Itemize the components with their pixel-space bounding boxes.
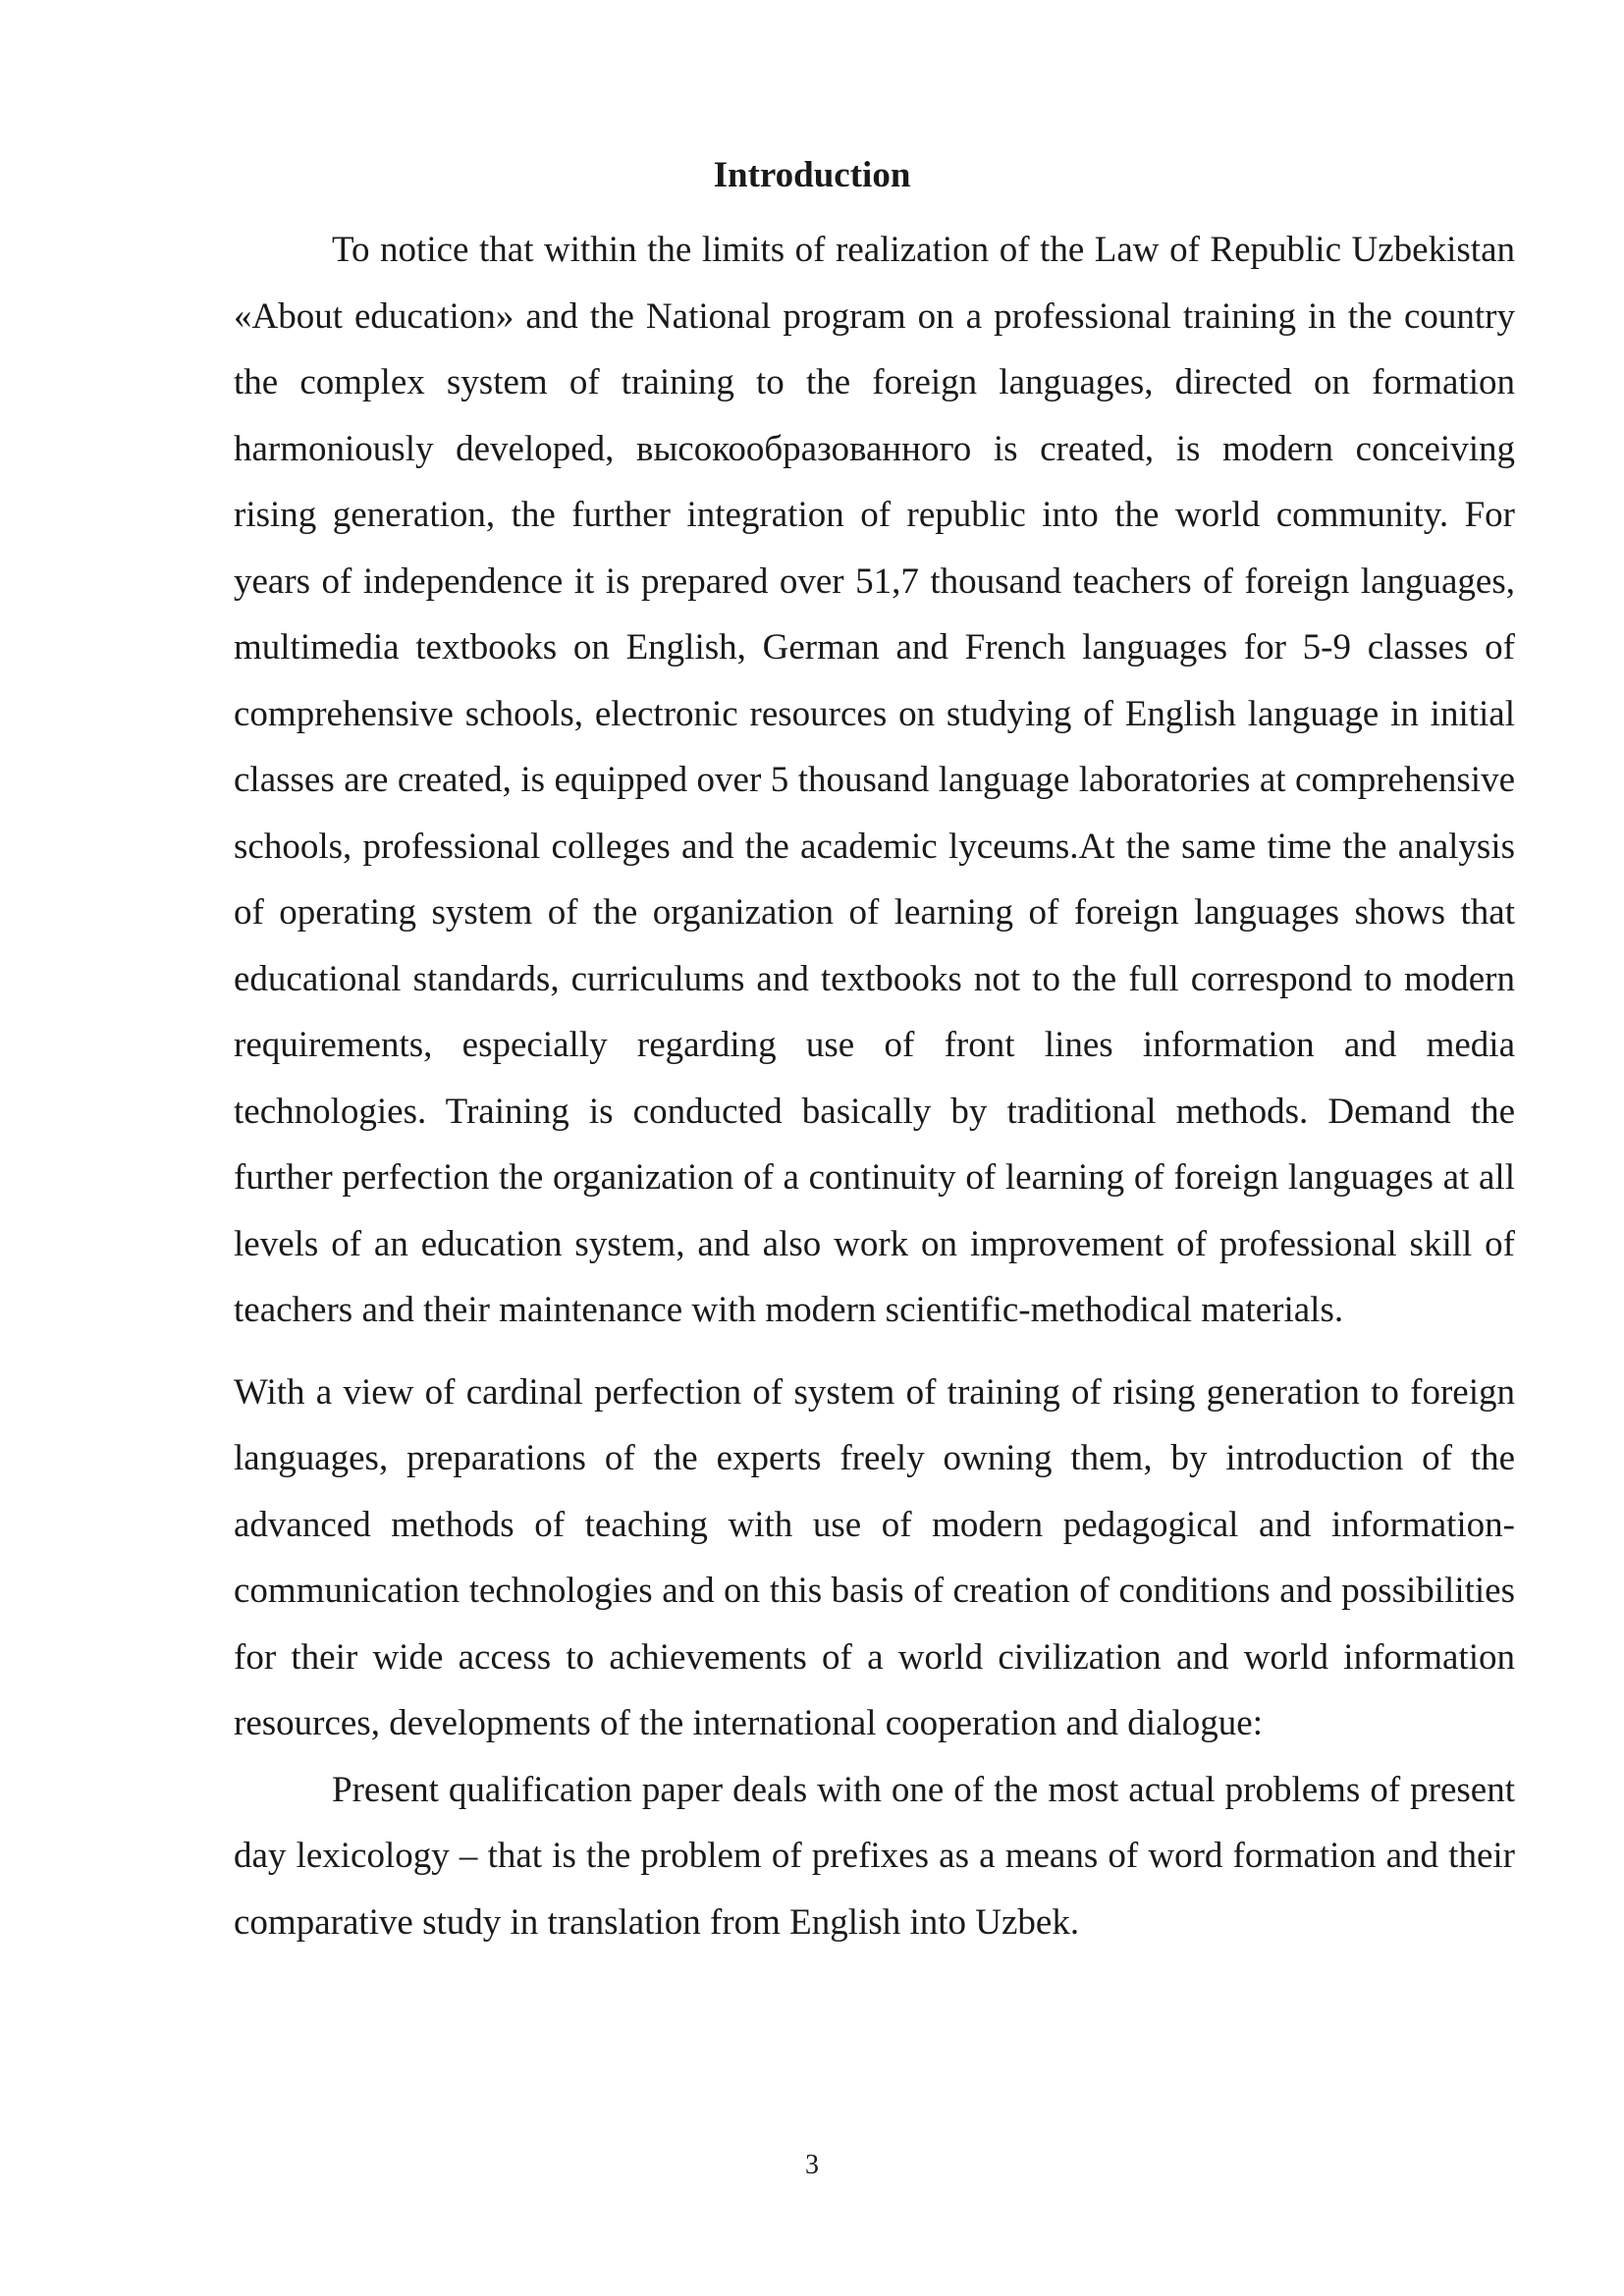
paragraph-2: With a view of cardinal perfection of system of training of rising generation to foreign languages, preparations of the experts freely owning them, by introduction of the advanced methods of teaching with use of modern pedagogical and information-communication technologies and on this basis of creation of conditions and possibilities for their wide access to achievements of a world civilization and world information resources, developments of the international cooperation and dialogue: — [234, 1371, 1515, 1743]
paragraph-1: To notice that within the limits of realization of the Law of Republic Uzbekistan «About education» and the National program on a professional training in the country the complex system of training to the foreign languages, directed on formation harmoniously developed, высокообразованного is created, is modern conceiving rising generation, the further integration of republic into the world community. For years of independence it is prepared over 51,7 thousand teachers of foreign languages, multimedia textbooks on English, German and French languages for 5-9 classes of comprehensive schools, electronic resources on studying of English language in initial classes are created, is equipped over 5 thousand language laboratories at comprehensive schools, professional colleges and the academic lyceums.At the same time the analysis of operating system of the organization of learning of foreign languages shows that educational standards, curriculums and textbooks not to the full correspond to modern requirements, especially regarding use of front lines information and media technologies. Training is conducted basically by traditional methods. Demand the further perfection the organization of a continuity of learning of foreign languages at all levels of an education system, and also work on improvement of professional skill of teachers and their maintenance with modern scientific-methodical materials. — [234, 230, 1515, 1330]
paragraph-3: Present qualification paper deals with one of the most actual problems of present day lexicology – that is the problem of prefixes as a means of word formation and their comparative study in translation from English into Uzbek. — [234, 1769, 1515, 1943]
page-number: 3 — [805, 2150, 819, 2180]
body-text — [234, 217, 1515, 1955]
page-title: Introduction — [713, 155, 911, 195]
